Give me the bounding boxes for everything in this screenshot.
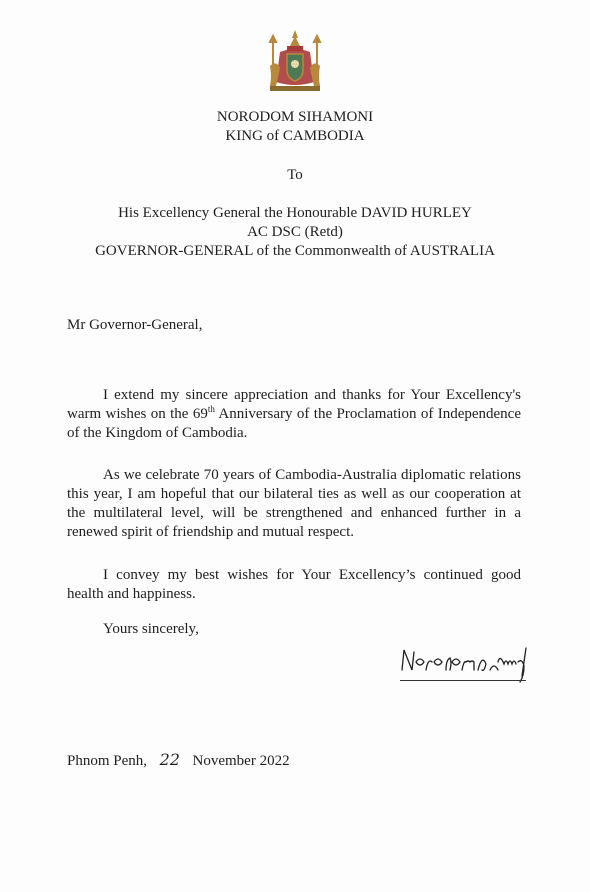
paragraph-1-text-b: Anniversary of the Proclamation of Independence of the Kingdom of Cambodia. xyxy=(67,406,521,441)
to-label: To xyxy=(287,167,303,183)
date-day-handwritten: 22 xyxy=(159,750,180,769)
addressee-line-2: AC DSC (Retd) xyxy=(247,224,343,240)
body-paragraph-3: I convey my best wishes for Your Excellency’s continued good health and happiness. xyxy=(67,567,521,602)
royal-arms-of-cambodia-icon xyxy=(260,28,330,98)
handwritten-signature xyxy=(398,640,538,684)
body-paragraph-1 xyxy=(67,386,521,443)
sender-title: KING of CAMBODIA xyxy=(225,128,365,144)
ordinal-suffix: th xyxy=(207,404,215,414)
salutation: Mr Governor-General, xyxy=(67,317,203,333)
date-place: Phnom Penh, xyxy=(67,753,148,769)
date-month-year: November 2022 xyxy=(192,753,290,769)
body-paragraph-2: As we celebrate 70 years of Cambodia-Australia diplomatic relations this year, I am hopeful that our bilateral ties as well as our cooperation at the multilateral level, will be strengthened and enhanced further in a renewed spirit of friendship and mutual respect. xyxy=(67,467,521,540)
addressee-line-3: GOVERNOR-GENERAL of the Commonwealth of AUSTRALIA xyxy=(95,243,495,259)
addressee-line-1: His Excellency General the Honourable DAVID HURLEY xyxy=(118,205,472,221)
date-line xyxy=(67,750,290,770)
closing: Yours sincerely, xyxy=(103,621,199,637)
sender-name: NORODOM SIHAMONI xyxy=(216,109,374,125)
signature-underline xyxy=(400,680,526,681)
paragraph-1-text-a: I extend my sincere appreciation and thanks for Your Excellency's warm wishes on the 69 xyxy=(67,387,521,422)
